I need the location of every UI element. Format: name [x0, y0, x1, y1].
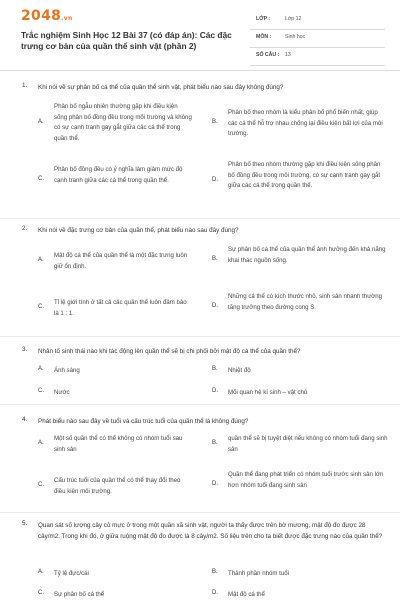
meta-row-class	[250, 12, 385, 30]
question-number: 2.	[22, 225, 28, 232]
question-divider	[0, 336, 400, 337]
meta-row-subject	[250, 30, 385, 48]
document-title: Trắc nghiệm Sinh Học 12 Bài 37 (có đáp án): Các đặc trưng cơ bản của quần thể sinh vật (phần 2)	[21, 30, 232, 51]
option-text: Tỉ lệ giới tính ở tất cả các quần thể luôn đảm bảo là 1 : 1.	[54, 299, 187, 317]
question-number: 1.	[22, 82, 28, 89]
option-text: Phân bố ngẫu nhiên thường gặp khi điều kiện sống phân bố đồng đều trong môi trường và không có sự cạnh tranh gay gắt giữa các cá thể trong quần thể.	[54, 103, 192, 142]
option-text: Tỷ lệ đực/cái	[54, 570, 89, 577]
header-divider	[0, 70, 400, 71]
option-letter: A.	[38, 440, 44, 446]
option-text: Mật độ cá thể	[228, 591, 265, 598]
option-letter: D.	[212, 303, 218, 309]
question-divider	[0, 512, 400, 513]
question-number: 4.	[22, 416, 28, 423]
option-letter: D.	[212, 388, 218, 394]
option-letter: A.	[38, 569, 44, 575]
site-logo[interactable]	[21, 8, 73, 24]
option-text: Mối quan hệ kí sinh – vật chủ	[228, 389, 308, 396]
option-letter: D.	[212, 177, 218, 183]
meta-value: Lớp 12	[285, 16, 302, 22]
option-text: quần thể sẽ bị tuyệt diệt nếu không có nhóm tuổi đang sinh sản	[228, 435, 388, 453]
option-text: Phân bố theo nhóm thường gặp khi điều kiện sống phân bố đồng đều trong môi trường, có sự cạnh tranh gay gắt giữa các cá thể trong quần thể.	[228, 161, 381, 190]
question-text: Khi nói về đặc trưng cơ bản của quần thể, phát biểu nào sau đây đúng?	[38, 227, 239, 234]
question-text: Nhân tố sinh thái nào khi tác động lên quần thể sẽ bị chi phối bởi mật độ cá thể của quần thể?	[38, 348, 301, 355]
question-divider	[0, 404, 400, 405]
question-number: 3.	[22, 346, 28, 353]
option-text: Sự phân bố cá thể	[54, 591, 105, 598]
meta-key: SỐ CÂU :	[256, 52, 280, 58]
option-text: Quần thể đang phát triển có nhóm tuổi trước sinh sản lớn hơn nhóm tuổi đang sinh sản	[228, 471, 384, 489]
option-text: Mật độ cá thể của quần thể là một đặc trưng luôn giữ ổn định.	[54, 252, 188, 270]
meta-value: Sinh học	[285, 34, 306, 40]
option-letter: B.	[212, 569, 218, 575]
document-header	[0, 0, 400, 66]
option-text: Phân bố theo nhóm là kiểu phân bố phổ biến nhất, giúp các cá thể hỗ trợ nhau chống lại điều kiện bất lợi của môi trường.	[228, 109, 383, 138]
option-letter: D.	[212, 590, 218, 596]
option-letter: A.	[38, 257, 44, 263]
logo-suffix: .vn	[61, 15, 73, 22]
option-letter: B.	[212, 256, 218, 262]
meta-value: 13	[285, 52, 291, 58]
option-text: Nước	[54, 389, 70, 396]
question-divider	[0, 218, 400, 219]
question-text: Khi nói về sự phân bố cá thể của quần thể sinh vật, phát biểu nào sau đây không đúng?	[38, 84, 284, 91]
option-letter: A.	[38, 366, 44, 372]
option-letter: C.	[38, 388, 44, 394]
logo-main: 2048	[21, 8, 62, 24]
question-number: 5.	[22, 520, 28, 527]
option-letter: C.	[38, 304, 44, 310]
meta-row-question-count	[250, 48, 385, 66]
option-letter: B.	[212, 440, 218, 446]
option-letter: A.	[38, 119, 44, 125]
option-text: Phân bố đồng đều có ý nghĩa làm giảm mức độ cạnh tranh giữa các cá thể trong quần thể.	[54, 166, 183, 184]
option-letter: C.	[38, 590, 44, 596]
option-text: Ánh sáng	[54, 367, 80, 374]
option-text: Thành phần nhóm tuổi	[228, 570, 289, 577]
option-letter: B.	[212, 366, 218, 372]
meta-key: LỚP :	[256, 16, 271, 22]
option-text: Nhiệt độ	[228, 367, 251, 374]
option-text: Sự phân bố cá thể của quần thể ảnh hưởng đến khả năng khai thác nguồn sống.	[228, 246, 386, 264]
option-letter: C.	[38, 482, 44, 488]
option-letter: B.	[212, 119, 218, 125]
option-text: Những cá thể có kích thước nhỏ, sinh sản nhanh thường tăng trưởng theo đường cong S.	[228, 293, 383, 311]
meta-key: MÔN :	[256, 34, 272, 40]
option-text: Cấu trúc tuổi của quần thể có thể thay đổi theo điều kiện môi trường.	[54, 477, 181, 495]
question-text: Phát biểu nào sau đây về tuổi và cấu trúc tuổi của quần thể là không đúng?	[38, 418, 249, 425]
question-text: Quan sát số lượng cây cỏ mực ở trong một quần xã sinh vật, người ta thấy được trên bờ mương, mật độ đo được 28 cây/m2. Trong khi đó, ở giữa ruộng mật độ đo được là 8 cây/m2. Số liệu trên cho ta biết được đặc trưng nào của quần thể?	[38, 522, 383, 540]
meta-info-table	[250, 12, 385, 66]
option-letter: C.	[38, 176, 44, 182]
option-letter: D.	[212, 481, 218, 487]
option-text: Một số quần thể có thể không có nhóm tuổi sau sinh sản	[54, 435, 183, 453]
